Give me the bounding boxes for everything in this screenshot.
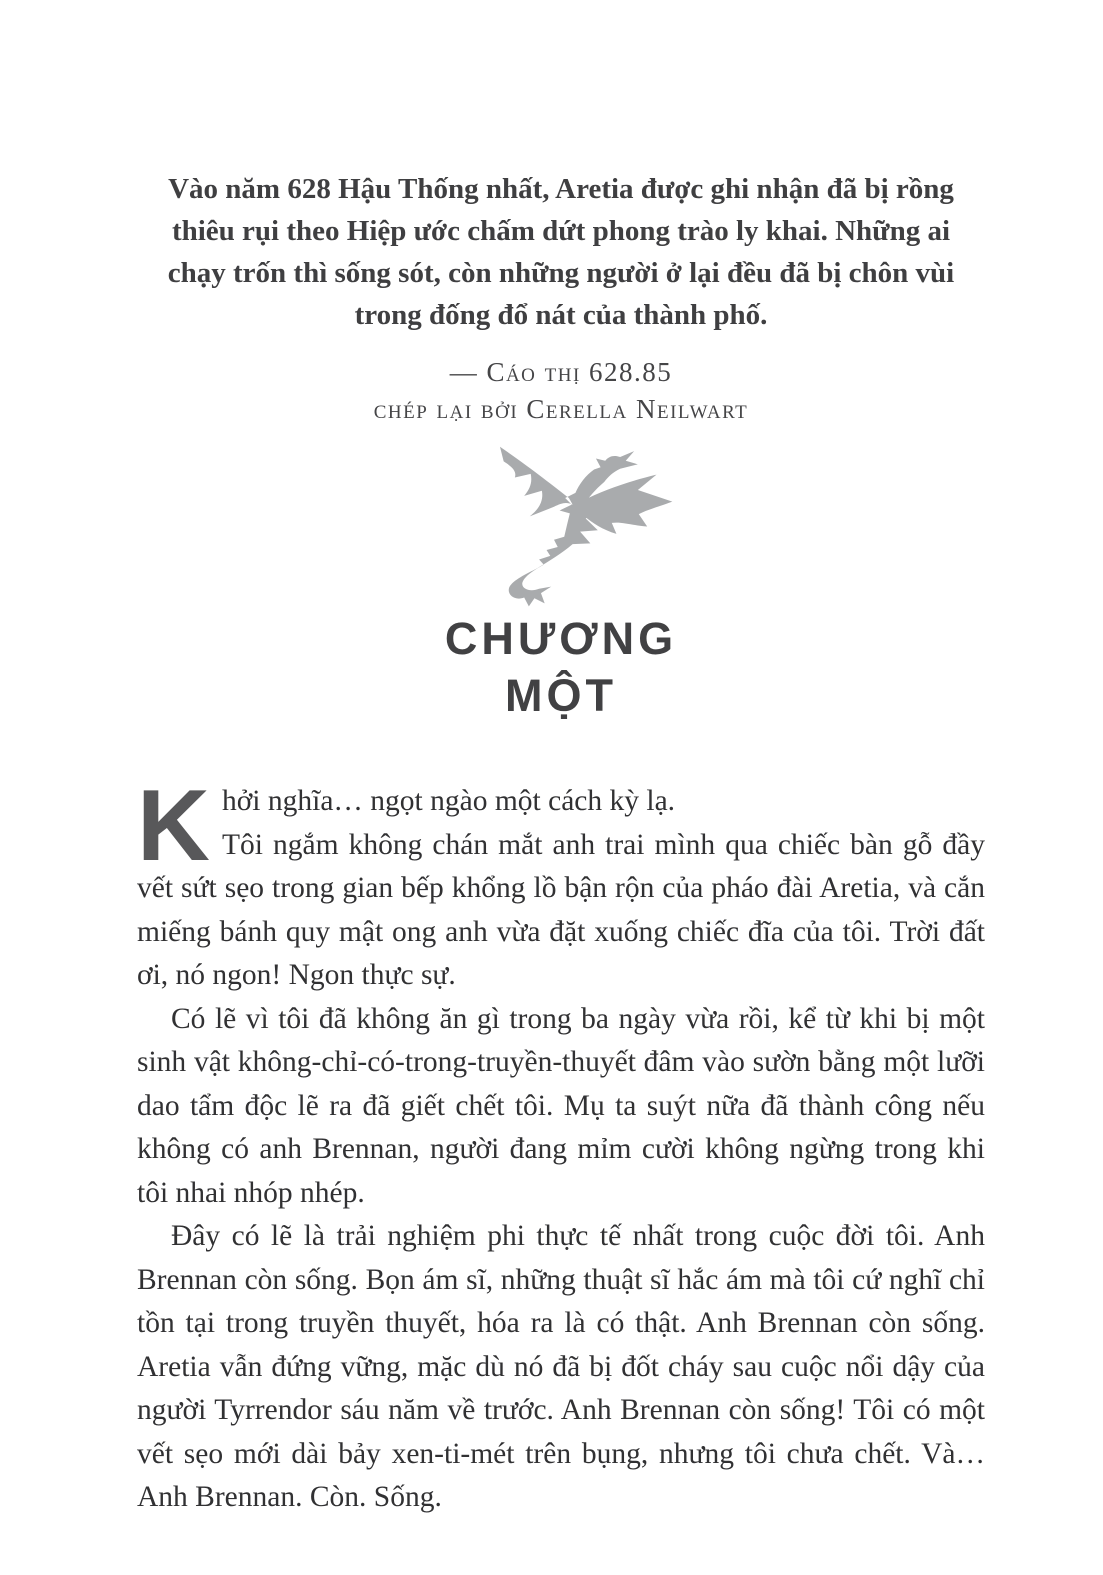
paragraph-4: Đây có lẽ là trải nghiệm phi thực tế nhất trong cuộc đời tôi. Anh Brennan còn sống. Bọn ám sĩ, những thuật sĩ hắc ám mà tôi cứ nghĩ chỉ tồn tại trong truyền thuyết, hóa ra là có thật. Anh Brennan còn sống. Aretia vẫn đứng vững, mặc dù nó đã bị đốt cháy sau cuộc nổi dậy của người Tyrrendor sáu năm về trước. Anh Brennan còn sống! Tôi có một vết sẹo mới dài bảy xen-ti-mét trên bụng, nhưng tôi chưa chết. Và… Anh Brennan. Còn. Sống.	[137, 1220, 985, 1513]
epigraph-attribution-source: — Cáo thị 628.85	[449, 357, 673, 387]
chapter-title	[137, 610, 985, 724]
epigraph	[137, 168, 985, 428]
dragon-illustration	[163, 438, 985, 610]
chapter-title-line2: MỘT	[505, 670, 617, 721]
epigraph-text: Vào năm 628 Hậu Thống nhất, Aretia được ghi nhận đã bị rồng thiêu rụi theo Hiệp ước chấm dứt phong trào ly khai. Những ai chạy trốn thì sống sót, còn những người ở lại đều đã bị chôn vùi trong đống đổ nát của thành phố.	[167, 173, 955, 331]
epigraph-attribution-scribe: chép lại bởi Cerella Neilwart	[373, 394, 749, 424]
paragraph-2: Tôi ngắm không chán mắt anh trai mình qua chiếc bàn gỗ đầy vết sứt sẹo trong gian bếp khổng lồ bận rộn của pháo đài Aretia, và cắn miếng bánh quy mật ong anh vừa đặt xuống chiếc đĩa của tôi. Trời đất ơi, nó ngon! Ngon thực sự.	[137, 828, 985, 991]
dragon-icon	[472, 438, 677, 610]
paragraph-3: Có lẽ vì tôi đã không ăn gì trong ba ngày vừa rồi, kể từ khi bị một sinh vật không-chỉ-có-trong-truyền-thuyết đâm vào sườn bằng một lưỡi dao tẩm độc lẽ ra đã giết chết tôi. Mụ ta suýt nữa đã thành công nếu không có anh Brennan, người đang mỉm cười không ngừng trong khi tôi nhai nhóp nhép.	[137, 1002, 985, 1209]
opening-block	[137, 770, 985, 998]
drop-cap: K	[137, 770, 210, 882]
chapter-title-line1: CHƯƠNG	[444, 613, 678, 664]
epigraph-attribution	[137, 354, 985, 428]
chapter-body	[137, 770, 985, 1520]
paragraph-1: hởi nghĩa… ngọt ngào một cách kỳ lạ.	[221, 785, 676, 817]
